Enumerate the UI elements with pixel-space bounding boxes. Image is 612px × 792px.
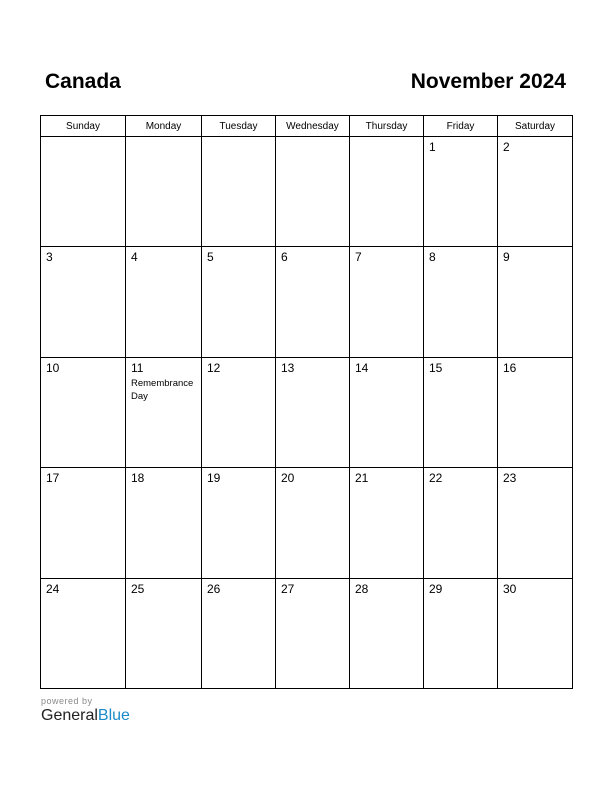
day-number: 22: [429, 471, 443, 486]
day-cell: [498, 247, 573, 357]
day-number: 26: [207, 581, 221, 596]
weekday-header: Thursday: [350, 116, 424, 137]
day-number: 21: [355, 471, 369, 486]
day-cell: [350, 468, 424, 578]
weekday-header: Saturday: [498, 116, 573, 137]
day-number: 28: [355, 581, 369, 596]
brand-logo[interactable]: [41, 707, 130, 725]
day-cell: [498, 578, 573, 688]
day-cell: [424, 137, 498, 247]
day-number: 17: [46, 471, 60, 486]
week-row: [41, 247, 573, 357]
day-number: 13: [281, 360, 295, 375]
powered-by-label: powered by: [41, 696, 93, 706]
day-number: 5: [207, 250, 214, 265]
day-cell: [126, 247, 202, 357]
brand-name-part2: Blue: [97, 707, 130, 724]
weekday-header: Monday: [126, 116, 202, 137]
day-number: 30: [503, 581, 517, 596]
day-number: 3: [46, 250, 53, 265]
empty-day-cell: [126, 137, 202, 247]
day-cell: [424, 468, 498, 578]
brand-name-part1: General: [41, 707, 98, 724]
empty-day-cell: [41, 137, 126, 247]
day-cell: [202, 468, 276, 578]
day-cell: [498, 357, 573, 467]
day-cell: [126, 578, 202, 688]
weekday-header: Tuesday: [202, 116, 276, 137]
day-number: 19: [207, 471, 221, 486]
day-cell: [350, 578, 424, 688]
day-cell: [276, 247, 350, 357]
day-cell: [202, 357, 276, 467]
day-number: 25: [131, 581, 145, 596]
day-number: 15: [429, 360, 443, 375]
day-cell: [41, 468, 126, 578]
day-number: 12: [207, 360, 221, 375]
weekday-header: Sunday: [41, 116, 126, 137]
footer: [41, 696, 130, 725]
day-number: 9: [503, 250, 510, 265]
day-cell: [276, 357, 350, 467]
weekday-header: Friday: [424, 116, 498, 137]
day-cell: [498, 137, 573, 247]
week-row: [41, 468, 573, 578]
calendar-grid: [40, 115, 573, 689]
week-row: [41, 578, 573, 688]
weekday-header: Wednesday: [276, 116, 350, 137]
day-number: 29: [429, 581, 443, 596]
month-title: November 2024: [410, 70, 566, 93]
day-cell: [202, 578, 276, 688]
day-cell: [424, 578, 498, 688]
day-number: 8: [429, 250, 436, 265]
day-number: 4: [131, 250, 138, 265]
day-cell: [41, 357, 126, 467]
day-number: 18: [131, 471, 145, 486]
weekday-header-row: [41, 116, 573, 137]
day-number: 16: [503, 360, 517, 375]
day-number: 1: [429, 140, 436, 154]
day-cell: [276, 468, 350, 578]
empty-day-cell: [276, 137, 350, 247]
empty-day-cell: [202, 137, 276, 247]
day-cell: [126, 468, 202, 578]
day-cell: [41, 578, 126, 688]
day-number: 7: [355, 250, 362, 265]
week-row: [41, 137, 573, 247]
day-cell: [126, 357, 202, 467]
day-cell: [202, 247, 276, 357]
day-number: 14: [355, 360, 369, 375]
day-cell: [424, 247, 498, 357]
week-row: [41, 357, 573, 467]
day-cell: [350, 247, 424, 357]
country-title: Canada: [45, 70, 121, 93]
day-number: 6: [281, 250, 288, 265]
day-cell: [41, 247, 126, 357]
day-number: 20: [281, 471, 295, 486]
day-cell: [350, 357, 424, 467]
day-number: 24: [46, 581, 60, 596]
day-number: 23: [503, 471, 517, 486]
day-cell: [498, 468, 573, 578]
day-cell: [276, 578, 350, 688]
day-number: 10: [46, 360, 60, 375]
holiday-label: Remembrance Day: [131, 377, 194, 402]
empty-day-cell: [350, 137, 424, 247]
day-number: 2: [503, 140, 510, 154]
day-number: 27: [281, 581, 295, 596]
day-number: 11: [131, 360, 144, 375]
day-cell: [424, 357, 498, 467]
